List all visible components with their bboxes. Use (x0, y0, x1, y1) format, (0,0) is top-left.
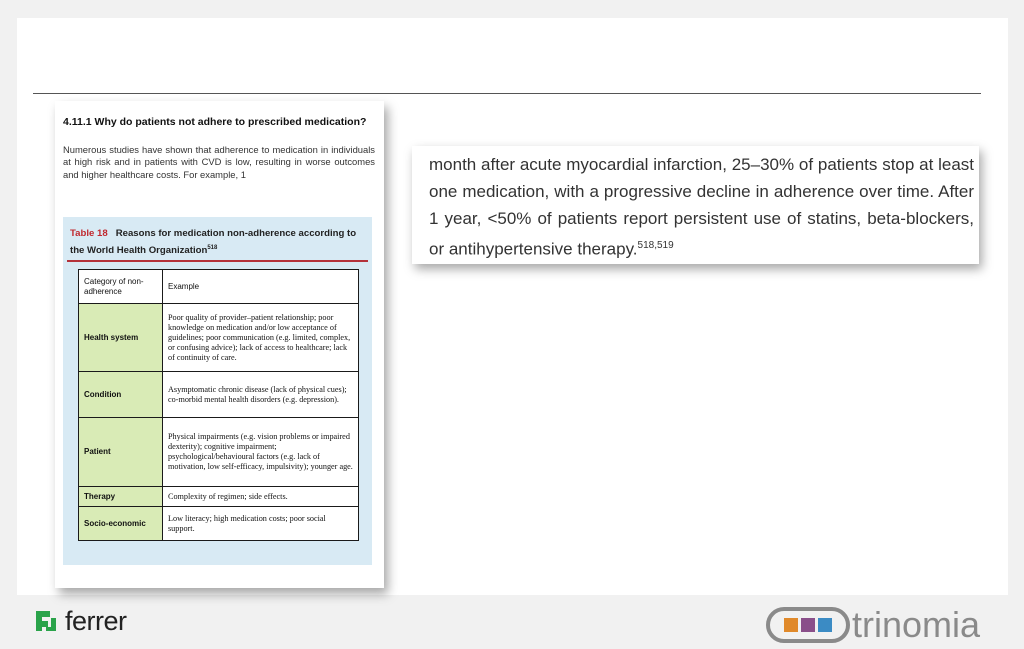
quote-text: month after acute myocardial infarction, 25–30% of patients stop at least one medication, with a progressive decline in adherence over time. After 1 year, <50% of patients report persistent use of statins, beta-blockers, or antihypertensive therapy. (429, 155, 974, 259)
table-box (63, 217, 372, 565)
row-category: Health system (79, 304, 163, 372)
section-body: Numerous studies have shown that adherence to medication in individuals at high risk and in patients with CVD is low, resulting in worse outcomes and higher healthcare costs. For example, 1 (63, 144, 375, 180)
table-row (79, 418, 359, 487)
ferrer-wordmark: ferrer (65, 605, 127, 636)
table-row (79, 507, 359, 541)
row-example: Low literacy; high medication costs; poor social support. (163, 507, 359, 541)
row-category: Therapy (79, 487, 163, 507)
orange-square-icon (784, 618, 798, 632)
trinomia-logo (766, 604, 980, 646)
reasons-table (78, 269, 359, 541)
trinomia-wordmark: trinomia (852, 604, 981, 645)
document-excerpt (55, 101, 384, 588)
ferrer-logo (33, 605, 127, 637)
table-row (79, 304, 359, 372)
row-category: Patient (79, 418, 163, 487)
trinomia-mark-icon (766, 607, 850, 643)
header-example: Example (163, 270, 359, 304)
header-rule (33, 93, 981, 94)
row-example: Asymptomatic chronic disease (lack of physical cues); co-morbid mental health disorders (e.g. depression). (163, 372, 359, 418)
section-title: 4.11.1 Why do patients not adhere to prescribed medication? (63, 116, 367, 128)
table-caption-text: Reasons for medication non-adherence according to the World Health Organization (70, 228, 357, 257)
table-header-row (79, 270, 359, 304)
row-category: Socio-economic (79, 507, 163, 541)
table-caption (70, 227, 370, 258)
header-category: Category of non-adherence (79, 270, 163, 304)
ferrer-mark-icon (33, 608, 59, 634)
zoomed-quote (412, 146, 979, 264)
blue-square-icon (818, 618, 832, 632)
table-caption-ref: 518 (207, 245, 218, 251)
table-row (79, 372, 359, 418)
table-number: Table 18 (70, 228, 108, 239)
row-category: Condition (79, 372, 163, 418)
table-row (79, 487, 359, 507)
quote-paragraph (429, 151, 974, 263)
row-example: Poor quality of provider–patient relationship; poor knowledge on medication and/or low acceptance of guidelines; poor communication (e.g. limited, complex, or confusing advice); lack of access to healthcare; lack of continuity of care. (163, 304, 359, 372)
caption-divider (67, 260, 368, 262)
quote-ref: 518,519 (637, 240, 674, 251)
row-example: Complexity of regimen; side effects. (163, 487, 359, 507)
row-example: Physical impairments (e.g. vision problems or impaired dexterity); cognitive impairment; psychological/behavioural factors (e.g. lack of motivation, low self-efficacy, impulsivity); younger age. (163, 418, 359, 487)
purple-square-icon (801, 618, 815, 632)
